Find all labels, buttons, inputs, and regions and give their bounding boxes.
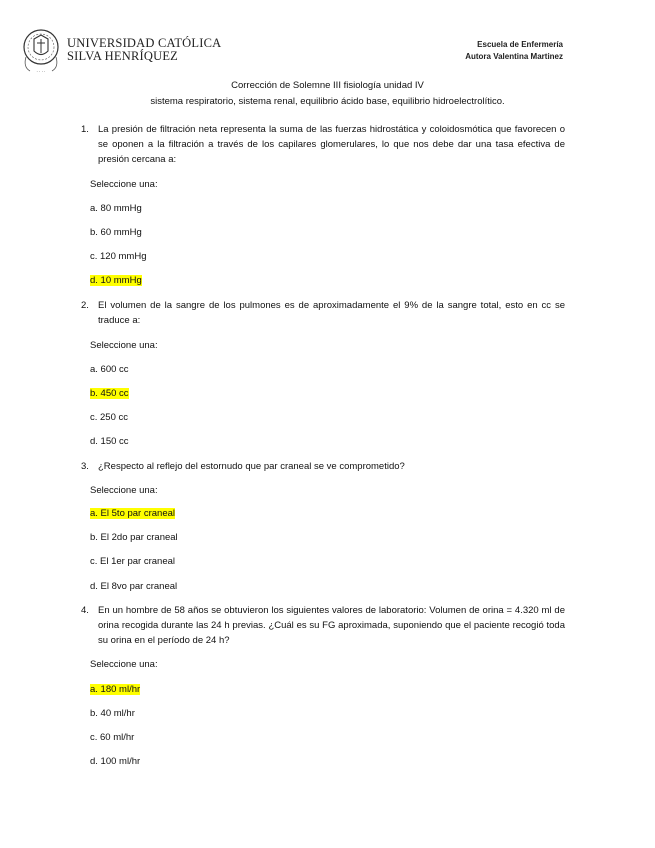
answer-option[interactable]: b. 60 mmHg xyxy=(90,227,142,238)
university-seal-icon xyxy=(20,27,64,75)
answer-option[interactable]: d. 150 cc xyxy=(90,436,129,447)
school-name: Escuela de Enfermería xyxy=(477,40,563,49)
answer-option-correct[interactable] xyxy=(90,388,129,400)
university-name xyxy=(67,37,221,63)
author-name: Autora Valentina Martinez xyxy=(465,52,563,61)
answer-option[interactable]: b. El 2do par craneal xyxy=(90,532,178,543)
question-1 xyxy=(81,122,565,167)
answer-option[interactable]: d. El 8vo par craneal xyxy=(90,581,178,592)
select-prompt: Seleccione una: xyxy=(90,340,158,351)
university-name-line2: SILVA HENRÍQUEZ xyxy=(67,49,178,63)
select-prompt: Seleccione una: xyxy=(90,659,158,670)
question-number: 4. xyxy=(81,605,89,616)
answer-option[interactable]: b. 40 ml/hr xyxy=(90,708,135,719)
question-3 xyxy=(81,459,565,474)
answer-option-correct[interactable] xyxy=(90,508,175,520)
question-text: ¿Respecto al reflejo del estornudo que par craneal se ve comprometido? xyxy=(98,461,405,472)
university-logo xyxy=(20,27,220,77)
question-number: 1. xyxy=(81,124,89,135)
question-number: 2. xyxy=(81,300,89,311)
answer-option-correct[interactable] xyxy=(90,275,142,287)
question-2 xyxy=(81,298,565,328)
question-text: En un hombre de 58 años se obtuvieron los siguientes valores de laboratorio: Volumen de orina = 4.320 ml de orina recogida durante las 24 h previas. ¿Cuál es su FG aproximada, suponiendo que el paciente recogió toda su orina en el período de 24 h? xyxy=(98,605,565,646)
question-4 xyxy=(81,603,565,648)
highlighted-answer: a. El 5to par craneal xyxy=(90,508,176,519)
question-number: 3. xyxy=(81,461,89,472)
answer-option[interactable]: c. 60 ml/hr xyxy=(90,732,135,743)
answer-option[interactable]: c. El 1er par craneal xyxy=(90,556,176,567)
select-prompt: Seleccione una: xyxy=(90,485,158,496)
question-text: La presión de filtración neta representa la suma de las fuerzas hidrostática y coloidosmótica que favorecen o se oponen a la filtración a través de los capilares glomerulares, lo que nos debe dar una tasa efectiva de presión cercana a: xyxy=(98,124,565,165)
answer-option[interactable]: a. 80 mmHg xyxy=(90,203,142,214)
select-prompt: Seleccione una: xyxy=(90,179,158,190)
document-subtitle: sistema respiratorio, sistema renal, equilibrio ácido base, equilibrio hidroelectrolítico. xyxy=(150,96,505,107)
highlighted-answer: d. 10 mmHg xyxy=(90,275,142,286)
document-title: Corrección de Solemne III fisiología unidad IV xyxy=(231,80,424,91)
svg-text:· · · ·: · · · · xyxy=(36,69,46,74)
header-right-block xyxy=(465,39,563,63)
answer-option[interactable]: a. 600 cc xyxy=(90,364,129,375)
answer-option[interactable]: d. 100 ml/hr xyxy=(90,756,141,767)
question-text: El volumen de la sangre de los pulmones es de aproximadamente el 9% de la sangre total, esto en cc se traduce a: xyxy=(98,300,565,326)
highlighted-answer: a. 180 ml/hr xyxy=(90,684,141,695)
answer-option-correct[interactable] xyxy=(90,684,140,696)
highlighted-answer: b. 450 cc xyxy=(90,388,129,399)
answer-option[interactable]: c. 120 mmHg xyxy=(90,251,147,262)
university-name-line1: UNIVERSIDAD CATÓLICA xyxy=(67,36,222,50)
answer-option[interactable]: c. 250 cc xyxy=(90,412,129,423)
